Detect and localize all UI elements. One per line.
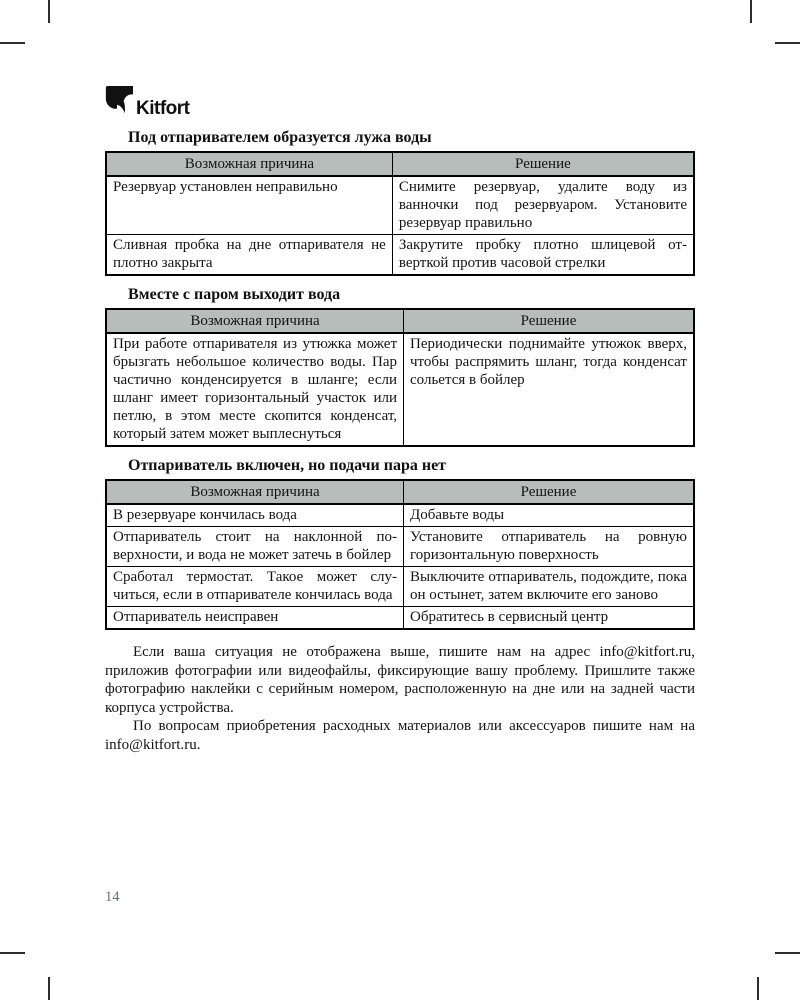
- contact-paragraph: Если ваша ситуация не отображена выше, пишите нам на адрес info@kitfort.ru, приложив фотографии или видеофайлы, фиксирующие вашу проблему. Пришлите также фотографию наклейки с серийным номером, расположенную на дне или на задней части корпуса устройства.: [105, 644, 695, 716]
- cause-cell: В резервуаре кончилась вода: [106, 504, 404, 527]
- solution-cell: Снимите резервуар, удалите воду из ванночки под резервуаром. Установите резервуар правильно: [392, 176, 694, 235]
- kitfort-logo: [105, 84, 695, 119]
- crop-mark-bottom-right-horizontal: [775, 952, 800, 954]
- column-header-cause: Возможная причина: [106, 309, 404, 333]
- crop-mark-top-left-horizontal: [0, 42, 25, 44]
- cause-cell: При работе отпаривателя из утюжка может брызгать небольшое количество воды. Пар частично конденсируется в шланге; если шланг имеет горизонтальный участок или петлю, в этом месте скопится конденсат, который затем может выплеснуться: [106, 333, 404, 446]
- column-header-solution: Решение: [404, 309, 694, 333]
- cause-cell: Сработал термостат. Такое может случиться, если в отпаривателе кончилась вода: [106, 567, 404, 607]
- table-row: [106, 333, 694, 446]
- table-row: [106, 567, 694, 607]
- solution-cell: Периодически поднимайте утюжок вверх, чтобы распрямить шланг, тогда конденсат сольется в бойлер: [404, 333, 694, 446]
- table-row: [106, 527, 694, 567]
- troubleshooting-table-puddle: [105, 151, 695, 276]
- accessories-paragraph: По вопросам приобретения расходных материалов или аксессуаров пишите нам на info@kitfort.ru.: [105, 718, 695, 753]
- table-row: [106, 235, 694, 276]
- crop-mark-bottom-left-vertical: [48, 977, 50, 1000]
- page-number: 14: [105, 889, 120, 905]
- section-title-puddle: Под отпаривателем образуется лужа воды: [128, 129, 432, 146]
- column-header-solution: Решение: [392, 152, 694, 176]
- column-header-cause: Возможная причина: [106, 152, 392, 176]
- contact-info: [105, 643, 695, 754]
- crop-mark-bottom-left-horizontal: [0, 952, 25, 954]
- kitfort-logo-text: Kitfort: [136, 98, 190, 119]
- table-header-row: [106, 309, 694, 333]
- table-header-row: [106, 152, 694, 176]
- crop-mark-top-right-horizontal: [775, 42, 800, 44]
- cause-cell: Отпариватель стоит на наклонной поверхности, и вода не может затечь в бойлер: [106, 527, 404, 567]
- column-header-cause: Возможная причина: [106, 480, 404, 504]
- section-title-water-with-steam: Вместе с паром выходит вода: [128, 286, 341, 303]
- cause-cell: Отпариватель неисправен: [106, 607, 404, 630]
- table-row: [106, 607, 694, 630]
- solution-cell: Установите отпариватель на ровную горизонтальную поверхность: [404, 527, 694, 567]
- cause-cell: Резервуар установлен неправильно: [106, 176, 392, 235]
- troubleshooting-table-water-with-steam: [105, 308, 695, 447]
- solution-cell: Закрутите пробку плотно шлицевой отверткой против часовой стрелки: [392, 235, 694, 276]
- troubleshooting-table-no-steam: [105, 479, 695, 630]
- table-header-row: [106, 480, 694, 504]
- solution-cell: Выключите отпариватель, подождите, пока он остынет, затем включите его заново: [404, 567, 694, 607]
- kitfort-logo-icon: [105, 84, 133, 116]
- page-content: [105, 84, 695, 754]
- column-header-solution: Решение: [404, 480, 694, 504]
- table-row: [106, 176, 694, 235]
- section-title-no-steam: Отпариватель включен, но подачи пара нет: [128, 457, 447, 474]
- solution-cell: Добавьте воды: [404, 504, 694, 527]
- crop-mark-bottom-right-vertical: [757, 977, 759, 1000]
- table-row: [106, 504, 694, 527]
- crop-mark-top-right-vertical: [750, 0, 752, 23]
- solution-cell: Обратитесь в сервисный центр: [404, 607, 694, 630]
- crop-mark-top-left-vertical: [48, 0, 50, 23]
- cause-cell: Сливная пробка на дне отпаривателя не плотно закрыта: [106, 235, 392, 276]
